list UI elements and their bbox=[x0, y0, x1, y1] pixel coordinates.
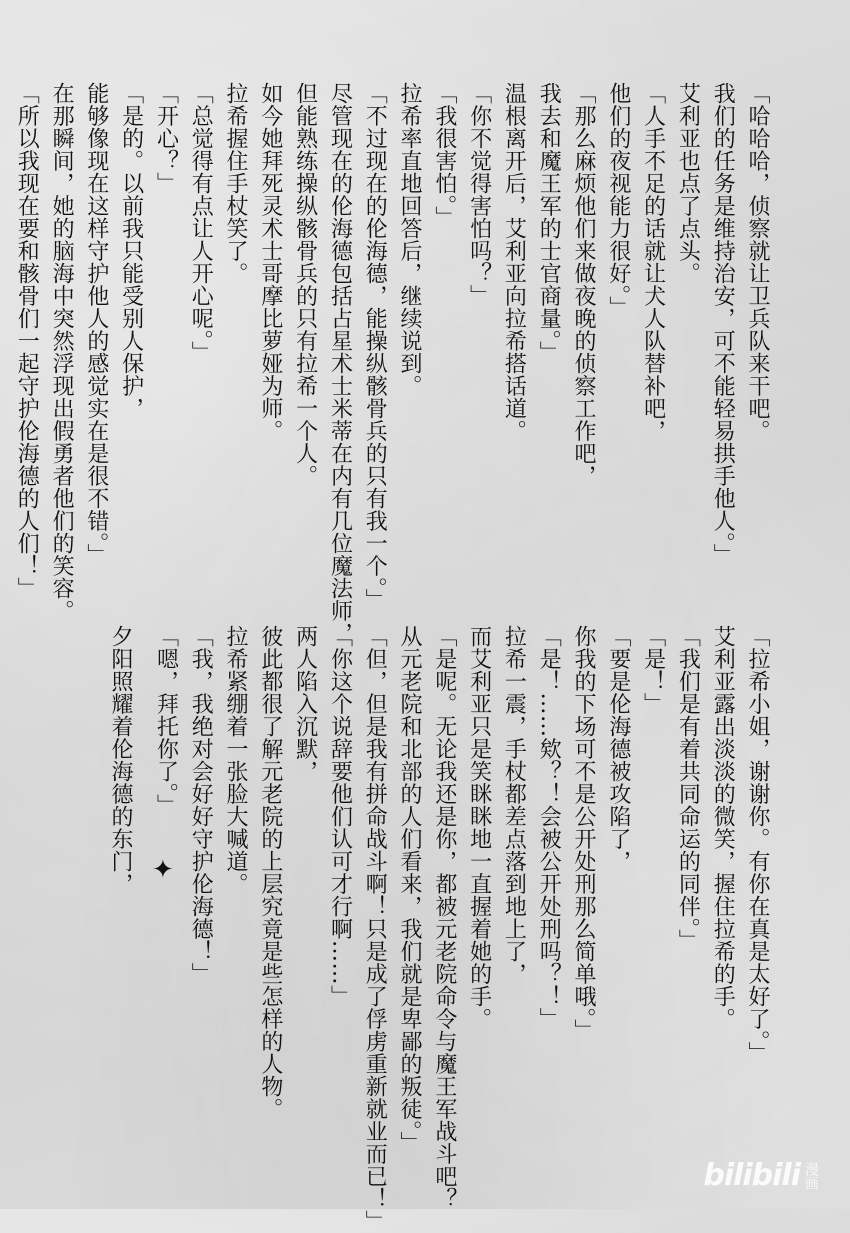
text-column: 我们的任务是维持治安，可不能轻易拱手他人。」 bbox=[710, 82, 736, 566]
text-column: 而艾利亚只是笑眯眯地一直握着她的手。 bbox=[466, 625, 492, 1030]
text-column: 「拉希小姐，谢谢你。有你在真是太好了。」 bbox=[745, 625, 770, 1064]
top-text-block bbox=[8, 82, 774, 645]
text-column: 「你不觉得害怕吗？」 bbox=[466, 82, 492, 307]
text-column: 我去和魔王军的士官商量。」 bbox=[536, 82, 562, 364]
text-column: 「我，我绝对会好好守护伦海德！」 bbox=[188, 625, 214, 985]
text-column: 两人陷入沉默， bbox=[292, 625, 318, 783]
text-column: 「所以我现在要和骸骨们一起守护伦海德的人们！」 bbox=[14, 82, 40, 600]
text-column: 如今她拜死灵术士哥摩比萝娅为师。 bbox=[257, 82, 283, 442]
text-column: 他们的夜视能力很好。」 bbox=[605, 82, 631, 319]
text-column: 从元老院和北部的人们看来，我们就是卑鄙的叛徒。」 bbox=[397, 625, 423, 1154]
closing-text-block bbox=[102, 625, 137, 925]
text-column: 拉希一震，手杖都差点落到地上了， bbox=[501, 625, 527, 985]
text-column: 在那瞬间，她的脑海中突然浮现出假勇者他们的笑容。 bbox=[49, 82, 75, 622]
text-column: 温根离开后，艾利亚向拉希搭话道。 bbox=[501, 82, 527, 442]
text-column: 「你这个说辞要他们认可才行啊……」 bbox=[327, 625, 353, 1008]
text-column: 拉希率直地回答后，继续说到。 bbox=[397, 82, 423, 397]
text-column: 艾利亚露出淡淡的微笑，握住拉希的手。 bbox=[710, 625, 736, 1030]
text-column: 「是！」 bbox=[640, 625, 666, 715]
text-column: 「我们是有着共同命运的同伴。」 bbox=[675, 625, 701, 952]
text-column: 「哈哈哈，侦察就让卫兵队来干吧。 bbox=[745, 82, 770, 442]
text-column: 「是的。以前我只能受别人保护， bbox=[118, 82, 144, 420]
text-column: 尽管现在的伦海德包括占星术士米蒂在内有几位魔法师， bbox=[327, 82, 353, 645]
bilibili-watermark bbox=[703, 1158, 832, 1193]
text-column: 「是呢。无论我还是你，都被元老院命令与魔王军战斗吧？ bbox=[431, 625, 457, 1210]
scene-break-star-icon: ✦ bbox=[152, 855, 174, 885]
text-column: 艾利亚也点了点头。 bbox=[675, 82, 701, 285]
text-column: 夕阳照耀着伦海德的东门， bbox=[108, 625, 133, 895]
text-column: 能够像现在这样守护他人的感觉实在是很不错。」 bbox=[83, 82, 109, 566]
text-column: 「要是伦海德被攻陷了， bbox=[605, 625, 631, 873]
text-column: 拉希紧绷着一张脸大喊道。 bbox=[223, 625, 249, 895]
text-column: 但能熟练操纵骸骨兵的只有拉希一个人。 bbox=[292, 82, 318, 487]
text-column: 「开心？」 bbox=[153, 82, 179, 195]
text-column: 拉希握住手杖笑了。 bbox=[223, 82, 249, 285]
text-column: 「不过现在的伦海德，能操纵骸骨兵的只有我一个。」 bbox=[362, 82, 388, 611]
watermark-manhua-label: 漫画 bbox=[803, 1161, 819, 1190]
text-column: 「是！……欸？！会被公开处刑吗？！」 bbox=[536, 625, 562, 1030]
bilibili-logo: bilibili bbox=[703, 1158, 800, 1193]
text-column: 「嗯，拜托你了。」 bbox=[153, 625, 179, 817]
text-column: 彼此都很了解元老院的上层究竟是些怎样的人物。 bbox=[257, 625, 283, 1120]
text-column: 「那么麻烦他们来做夜晚的侦察工作吧， bbox=[571, 82, 597, 487]
text-column: 「我很害怕。」 bbox=[431, 82, 457, 229]
text-column: 「但，但是我有拼命战斗啊！只是成了俘虏重新就业而已！」 bbox=[362, 625, 388, 1233]
text-column: 「总觉得有点让人开心呢。」 bbox=[188, 82, 214, 364]
text-column: 你我的下场可不是公开处刑那么简单哦。」 bbox=[571, 625, 597, 1042]
text-column: 「人手不足的话就让犬人队替补吧， bbox=[640, 82, 666, 442]
